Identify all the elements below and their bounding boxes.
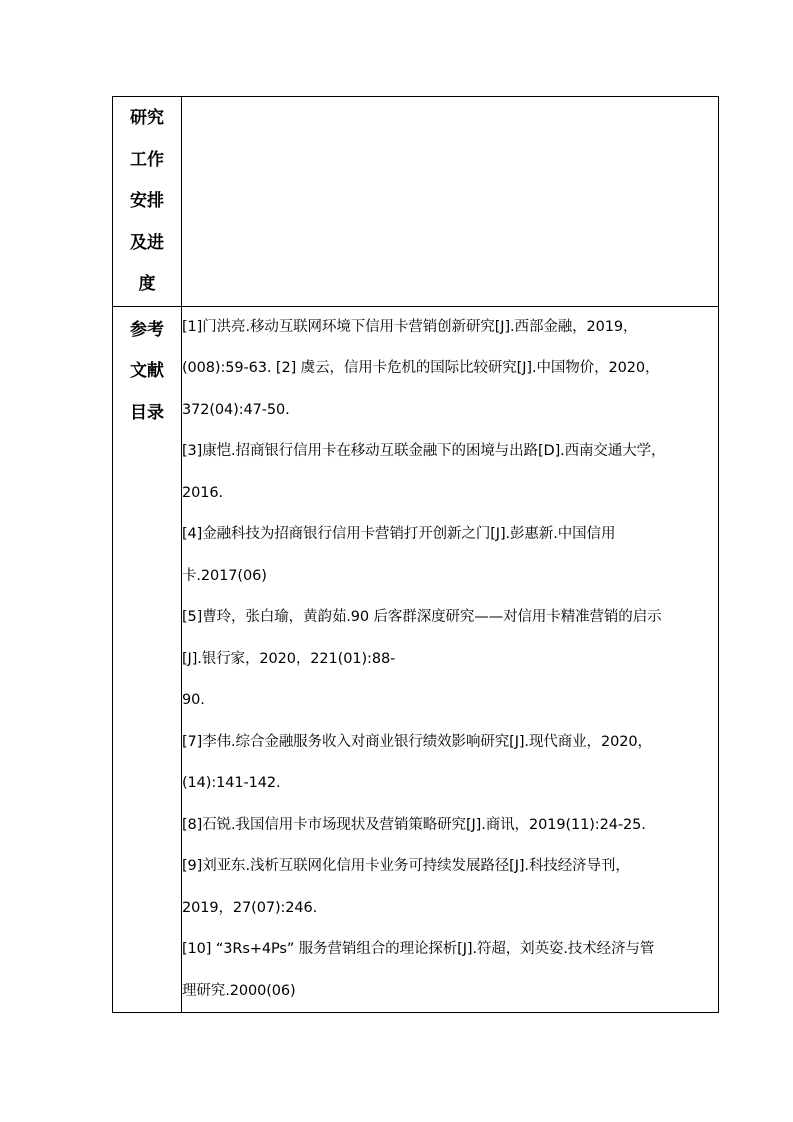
references-label-line: 目录: [130, 402, 164, 423]
reference-line: [J].银行家，2020，221(01):88-: [182, 650, 396, 667]
schedule-label-cell: [113, 97, 182, 307]
reference-line: (008):59-63. [2] 虞云，信用卡危机的国际比较研究[J].中国物价，2020，: [182, 360, 660, 376]
reference-line: [9]刘亚东.浅析互联网化信用卡业务可持续发展路径[J].科技经济导刊，: [182, 858, 630, 874]
schedule-label-line: 安排: [130, 191, 164, 211]
references-row: [113, 306, 719, 1013]
schedule-content-cell: [182, 97, 719, 307]
reference-line: 90.: [182, 692, 205, 708]
reference-line: (14):141-142.: [182, 775, 281, 791]
references-label-line: 参考: [130, 319, 164, 340]
schedule-label-line: 度: [138, 274, 156, 294]
schedule-row: [113, 97, 719, 307]
references-label-cell: [113, 306, 182, 1013]
reference-line: [3]康恺.招商银行信用卡在移动互联金融下的困境与出路[D].西南交通大学，: [182, 443, 666, 459]
schedule-label-line: 研究: [130, 108, 164, 128]
reference-line: 372(04):47-50.: [182, 401, 290, 418]
reference-line: 2019，27(07):246.: [182, 899, 318, 916]
proposal-form-table: [112, 96, 719, 1013]
reference-line: 卡.2017(06): [182, 567, 267, 584]
schedule-label-line: 及进: [130, 232, 164, 253]
schedule-label-line: 工作: [130, 149, 164, 170]
references-content-cell: [182, 306, 719, 1013]
reference-line: 2016.: [182, 484, 224, 501]
reference-line: [1]门洪亮.移动互联网环境下信用卡营销创新研究[J].西部金融，2019，: [182, 318, 638, 335]
reference-line: 理研究.2000(06): [182, 982, 296, 999]
reference-line: [8]石锐.我国信用卡市场现状及营销策略研究[J].商讯，2019(11):24-25.: [182, 816, 646, 833]
reference-line: [7]李伟.综合金融服务收入对商业银行绩效影响研究[J].现代商业，2020，: [182, 733, 652, 750]
references-label-line: 文献: [130, 361, 164, 381]
reference-line: [4]金融科技为招商银行信用卡营销打开创新之门[J].彭惠新.中国信用: [182, 526, 616, 542]
reference-line: [10] “3Rs+4Ps” 服务营销组合的理论探析[J].符超，刘英姿.技术经济与管: [182, 941, 655, 957]
reference-line: [5]曹玲，张白瑜，黄韵茹.90 后客群深度研究——对信用卡精准营销的启示: [182, 609, 662, 625]
